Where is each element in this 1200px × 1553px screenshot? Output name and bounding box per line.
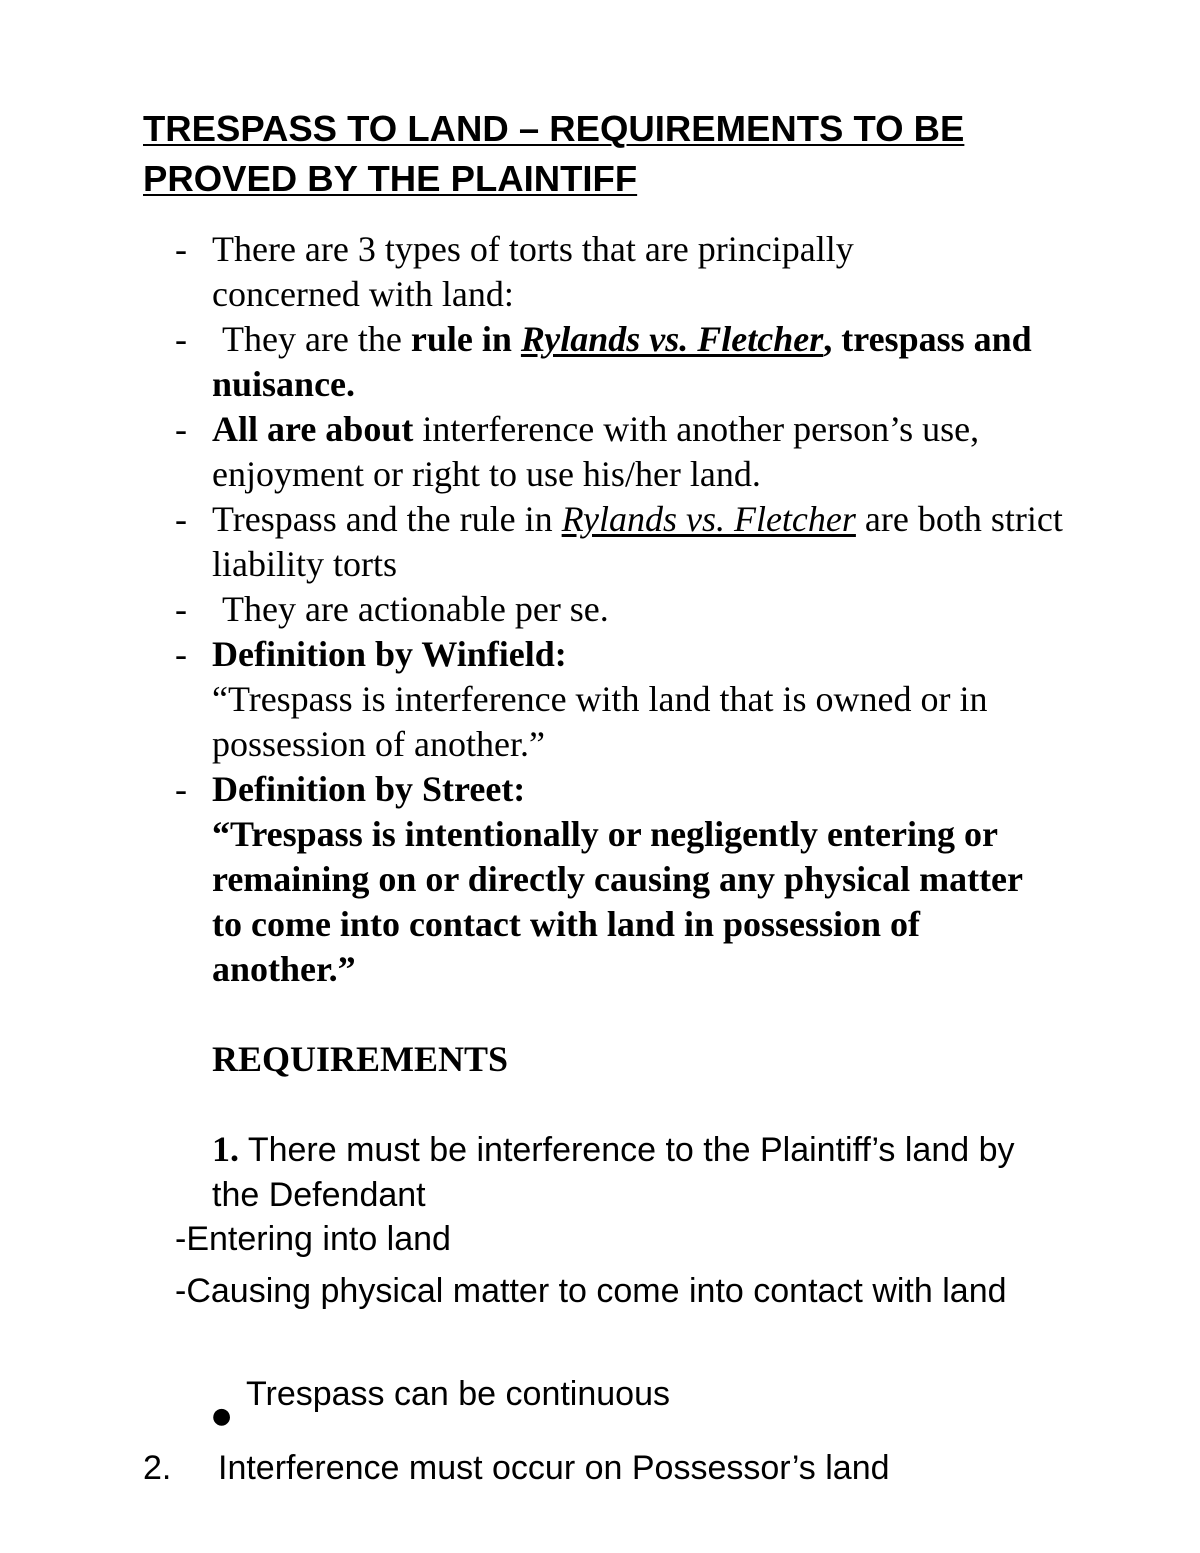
bold-text: rule in xyxy=(410,319,521,359)
dash-marker: - xyxy=(175,589,187,629)
dash-marker: - xyxy=(175,634,187,674)
requirement-2: Interference must occur on Possessor’s land xyxy=(218,1449,890,1487)
sub-item-physical-matter: -Causing physical matter to come into contact with land xyxy=(175,1272,1007,1310)
bullet-interference xyxy=(212,407,1082,497)
dash-marker: - xyxy=(175,229,187,269)
bullet-text: interference with another person’s use, enjoyment or right to use his/her land. xyxy=(212,409,980,494)
bullet-strict-liability xyxy=(212,497,1072,587)
sub-bullet-continuous: Trespass can be continuous xyxy=(246,1375,670,1413)
definition-heading: Definition by Winfield: xyxy=(212,634,567,674)
requirements-heading: REQUIREMENTS xyxy=(212,1039,509,1079)
sub-item-entering: -Entering into land xyxy=(175,1220,451,1258)
dash-marker: - xyxy=(175,499,187,539)
requirement-text: There must be interference to the Plaintiff’s land by the Defendant xyxy=(212,1131,1015,1214)
bullet-street-definition xyxy=(212,767,1042,992)
title-line-2: PROVED BY THE PLAINTIFF xyxy=(143,158,638,199)
dash-marker: - xyxy=(175,319,187,359)
bullet-winfield-definition xyxy=(212,632,1082,767)
definition-quote: “Trespass is intentionally or negligently entering or remaining on or directly causing any physical matter to come into contact with land in possession of another.” xyxy=(212,814,1023,989)
bold-text: All are about xyxy=(212,409,414,449)
requirement-number: 1. xyxy=(212,1129,239,1169)
bullet-dot-icon: ● xyxy=(212,1404,232,1429)
case-name: Rylands vs. Fletcher xyxy=(520,319,824,359)
bullet-text: are both strict liability torts xyxy=(212,499,1063,584)
bullet-text: Trespass and the rule in xyxy=(212,499,562,539)
bullet-torts-types: There are 3 types of torts that are principally concerned with land: xyxy=(212,229,854,314)
requirement-number: 2. xyxy=(143,1449,172,1487)
bullet-torts-list xyxy=(212,317,1062,407)
bullet-text: They are the xyxy=(222,319,411,359)
document-title xyxy=(143,104,1103,204)
bold-text: , trespass and nuisance. xyxy=(212,319,1032,404)
case-name: Rylands vs. Fletcher xyxy=(561,499,856,539)
requirement-1 xyxy=(212,1127,1022,1218)
bullet-actionable: They are actionable per se. xyxy=(222,589,609,629)
title-line-1: TRESPASS TO LAND – REQUIREMENTS TO BE xyxy=(143,108,965,149)
dash-marker: - xyxy=(175,409,187,449)
dash-marker: - xyxy=(175,769,187,809)
definition-heading: Definition by Street: xyxy=(212,769,526,809)
definition-quote: “Trespass is interference with land that is owned or in possession of another.” xyxy=(212,679,988,764)
